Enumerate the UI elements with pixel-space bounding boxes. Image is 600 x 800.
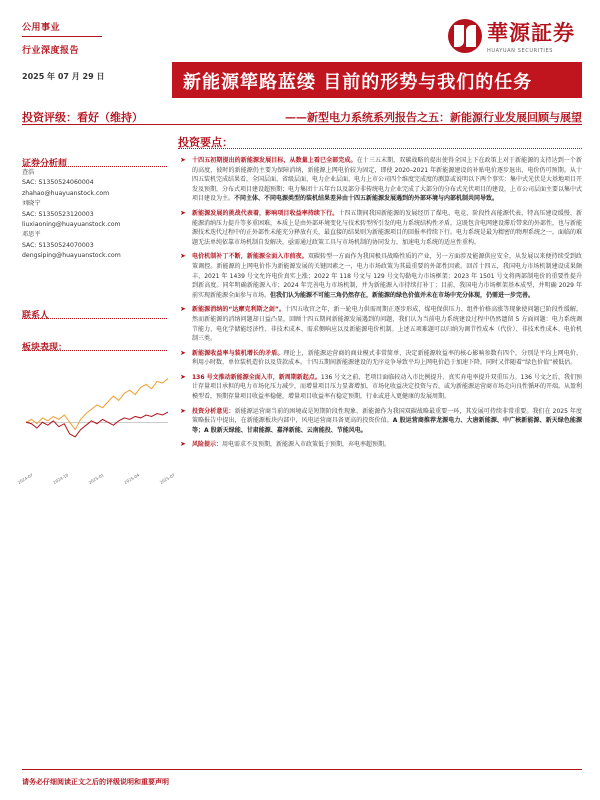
title-rule (22, 124, 582, 125)
chart-x-tick-label: 2025-07 (158, 472, 176, 486)
analyst-rule (22, 166, 167, 167)
footer-disclaimer: 请务必仔细阅读正文之后的评级说明和重要声明 (22, 778, 169, 786)
analyst-heading: 证券分析师 (22, 159, 68, 169)
analyst-entry: 查浩 SAC: S1350524060004 zhahao@huayuanstock.com (22, 168, 121, 199)
footer-rule (22, 769, 582, 770)
point-paragraph: ➤ 电价机制补丁不断，新能源全面入市前夜。双碳转型一方面作为我国极具战略性质的产业，另一方面涉及能源供应安全，从发展以来便持续受到政策调控。新能源的上网电价作为新能源发展的关键因素之一，电力市场政策为其最重要的外部性因素。回首十四五，我国电力市场机制建设成果颇丰，2021 年 1439 号文允许电价真实上涨；2022 年 118 号文与 129 号文勾勒电力市场框架；2023 年 1501 号文将两部制电价的重要性提升到新高度。同年明确新能源入市；2024 年完善电力市场机制，并为新能源入市持续打补丁；目前，我国电力市场框架基本成型，并明确 2029 年前实现新能源全面参与市场。但我们认为能源不可能三角仍然存在，新能源的绿色价值并未在市场中充分体现，仍需进一步完善。 (180, 252, 582, 299)
bullet-icon: ➤ (180, 406, 186, 415)
bullet-icon: ➤ (180, 440, 186, 449)
logo-english: HUAYUAN SECURITIES (487, 48, 554, 54)
chart-rule (22, 350, 167, 351)
rating-value: 看好（维持） (77, 111, 143, 124)
report-date: 2025 年 07 月 29 日 (22, 72, 105, 81)
analyst-list (22, 168, 121, 262)
point-paragraph: ➤ 136 号文推动新能源全面入市，新周期新起点。136 号文之前，老项目面临较动入市比例提升、真实弃电率提升双重压力。136 号文之后，我们预计存量项目承担的电力市场化压力减少，而增量项目压力显著增加，市场化收益决定投资与否，或为新能源运营商市场走向良性循环的开端。从盈利模型看，预期存量项目收益率稳健，增量项目收益率有稳定预期，行业或进入更健康的发展周期。 (180, 372, 583, 401)
industry-label: 公用事业 (22, 23, 61, 33)
chart-heading: 板块表现： (22, 343, 68, 353)
point-paragraph: ➤ 新能源发展的挑战代表着，影响项目收益率持续下行。十四五期间我国新能源的发展经历了煤电、电竞、阶段性高能源代表、特高压建设缓慢、新能源消纳压力提升等多重困难，本质上是由外部环境变化与技术转型所引发的电力系统结构性矛盾，这既包含电网建设滞后带来的外部性，也与新能源技术迭代过程中的正外部性未能充分释放有关，最直接的结果则为新能源项目的回报率持续下行。电力系统是最为精密的物理系统之一，面临的难题无法单纯依靠市场机制自发解决，亟需通过政策工具与市场机制的协同发力，加速电力系统的适应性重构。 (180, 208, 583, 246)
points-body (180, 156, 582, 455)
point-paragraph: ➤ 风险提示：用电需求不及预期，新能源入市政策低于预期，弃电率超预期。 (180, 440, 391, 449)
contact-rule (22, 318, 167, 319)
analyst-email[interactable]: dengsiping@huayuanstock.com (22, 252, 121, 260)
chart-x-tick-label: 2024-10 (52, 472, 70, 486)
header-rule (22, 36, 102, 37)
chart-x-tick-label: 2025-01 (87, 472, 105, 486)
chart-series-line-2 (26, 412, 168, 437)
point-paragraph: ➤ 十四五初期提出的新能源发展目标，从数量上看已全部完成。在十三五末期，双碳战略的提出使得全国上下在政策上对于新能源的支持达到一个新的高度，彼时的新能源仍主要为保障消纳，新能源上网电价较为固定，即使 2020–2021 年新能源建设的补贴电价逐步退出，电价仍可预期。从十四五装机完成结果看，全国层面、省级层面、电力企业层面、电力上市公司四个维度完成度的测算或说明以下两个事实：集中式光伏是大基地项目开发及预期，分布式项目建设超预期；电力集团十五年台以及部分非传统电力企业完成了大部分的分布式光伏项目的建设，上市公司层面主要以集中式项目建设为主。不同主体、不同电源类型的装机结果差异由十四五新能源发展遇到的外部环境与内部机制共同导致。 (180, 156, 583, 203)
chart-series-line-1 (26, 379, 168, 430)
analyst-entry: 刘晓宁 SAC: S1350523120003 liuxiaoning@huayuanstock.com (22, 199, 121, 230)
points-rule (178, 148, 582, 149)
rating-row (22, 106, 582, 125)
sector-performance-chart (16, 356, 176, 486)
report-type-label: 行业深度报告 (22, 46, 80, 56)
chart-x-tick-label: 2024-07 (16, 472, 34, 486)
header-left (22, 20, 104, 82)
chart-x-tick-label: 2025-04 (123, 472, 141, 486)
point-paragraph: ➤ 新能源消纳的“达摩克利斯之剑”。十四五收官之年，新一轮电力供需周期正逐步形成，煤电保供压力、组件价格高涨等现象使问题已阶段性缓解，然而新能源的消纳问题却日益凸显，回顾十四五期间新能源发展遇到的问题，我们认为当前电力系统建设过程中仍然遗留 5 方面问题：电力系统调节能力、电化学储能经济性、非技术成本、需求侧响应以及新能源电价机制。上述五项难题可以归纳为调节性成本（代价）、非技术性成本、电价机制三类。 (180, 305, 582, 343)
rating-label: 投资评级： (22, 111, 77, 124)
logo-mark-icon (448, 19, 482, 53)
analyst-email[interactable]: liuxiaoning@huayuanstock.com (22, 221, 121, 229)
bullet-icon: ➤ (180, 372, 186, 381)
report-title: 新能源筚路蓝缕 目前的形势与我们的任务 (172, 62, 582, 98)
bullet-icon: ➤ (180, 252, 186, 261)
point-paragraph: ➤ 投资分析意见：新能源运营商当前的困境或是短期阶段性现象，新能源作为我国双碳战略最重要一环，其发展可持续非常重要。我们在 2025 年度策略报告中提出，在新能源板块内部中，风电运营商具备更高的投资价值。A 股运营商推荐龙源电力、大唐新能源、中广核新能源、新天绿色能源等；A 股新天绿能、甘肃能源、嘉泽新能、云南能投、节能风电。 (180, 406, 582, 434)
report-subtitle: ——新型电力系统系列报告之五：新能源行业发展回顾与展望 (285, 111, 582, 124)
bullet-icon: ➤ (180, 305, 186, 314)
bullet-icon: ➤ (180, 156, 186, 164)
bullet-icon: ➤ (180, 208, 186, 217)
logo-chinese: 華源証券 (487, 20, 575, 45)
point-paragraph: ➤ 新能源收益率与装机增长的矛盾。理论上，新能源运营商的商业模式非常简单，决定新能源收益率的核心影响参数有四个，分别是平均上网电价、利用小时数、单位装机造价以及贷款成本。十四五期间新能源建设的无序竞争导致平均上网电价趋于加速下降，同时又伴随着“绿色价值”被低估。 (180, 348, 582, 367)
analyst-entry: 邓思平 SAC: S1350524070003 dengsiping@huayuanstock.com (22, 230, 121, 261)
contact-heading: 联系人 (22, 311, 50, 321)
points-heading: 投资要点： (178, 136, 233, 149)
bullet-icon: ➤ (180, 348, 186, 357)
brand-logo (448, 17, 575, 54)
analyst-email[interactable]: zhahao@huayuanstock.com (22, 189, 110, 197)
